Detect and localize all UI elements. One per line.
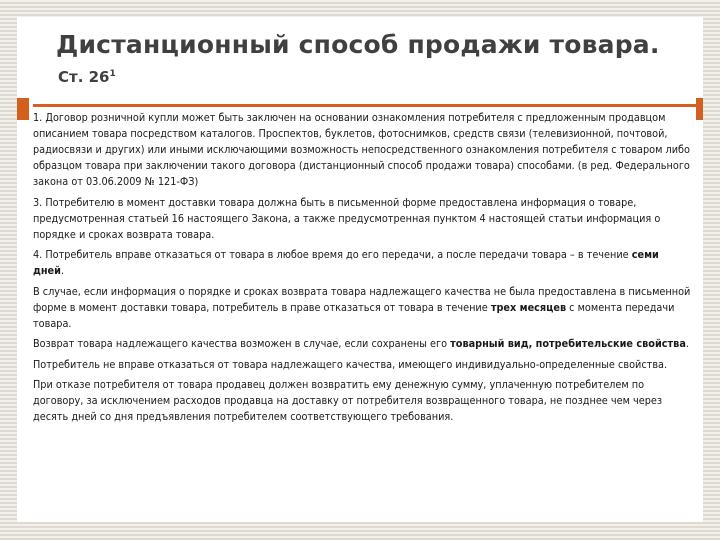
accent-block-left — [17, 98, 29, 120]
paragraph-3: 3. Потребителю в момент доставки товара должна быть в письменной форме предоставлена информация о товаре, предусмотренная статьей 16 настоящего Закона, а также предусмотренная пунктом 4 настоящей статьи информация о порядке и сроках возврата товара. — [33, 195, 661, 241]
paragraph-refund: При отказе потребителя от товара продавец должен возвратить ему денежную сумму, уплаченную потребителем по договору, за исключением расходов продавца на доставку от потребителя возвращенного товара, не позднее чем через десять дней со дня предъявления потребителем соответствующего требования. — [33, 378, 663, 423]
article-superscript: 1 — [109, 69, 116, 79]
paragraph-return-info: В случае, если информация о порядке и сроках возврата товара надлежащего качества не была предоставлена в письменной форме в момент доставки товара, потребитель в праве отказаться от товара в течение трех месяцев с момента передачи товара. — [33, 284, 691, 330]
bold-term: товарный вид, потребительские свойства — [450, 337, 686, 350]
slide-subtitle — [58, 68, 116, 86]
accent-divider — [33, 104, 703, 107]
slide-body — [33, 110, 693, 430]
bold-term: семи дней — [33, 248, 659, 277]
paragraph-no-refusal: Потребитель не вправе отказаться от товара надлежащего качества, имеющего индивидуально-определенные свойства. — [33, 357, 668, 371]
paragraph-1: 1. Договор розничной купли может быть заключен на основании ознакомления потребителя с предложенным продавцом описанием товара посредством каталогов. Проспектов, буклетов, фотоснимков, средств связи (телевизионной, почтовой, радиосвязи и других) или иными исключающими возможность непосредственного ознакомления потребителя с товаром либо образцом товара при заключении такого договора (дистанционный способ продажи товара) способами. (в ред. Федерального закона от 03.06.2009 № 121-ФЗ) — [33, 111, 690, 188]
paragraph-return-conditions: Возврат товара надлежащего качества возможен в случае, если сохранены его товарный вид, потребительские свойства. — [33, 337, 689, 350]
bold-term: трех месяцев — [490, 300, 567, 314]
accent-block-right — [696, 98, 703, 120]
paragraph-4: 4. Потребитель вправе отказаться от товара в любое время до его передачи, а после передачи товара – в течение семи дней. — [33, 248, 659, 277]
slide-title: Дистанционный способ продажи товара. — [56, 30, 660, 59]
article-number: Ст. 26 — [58, 68, 110, 86]
